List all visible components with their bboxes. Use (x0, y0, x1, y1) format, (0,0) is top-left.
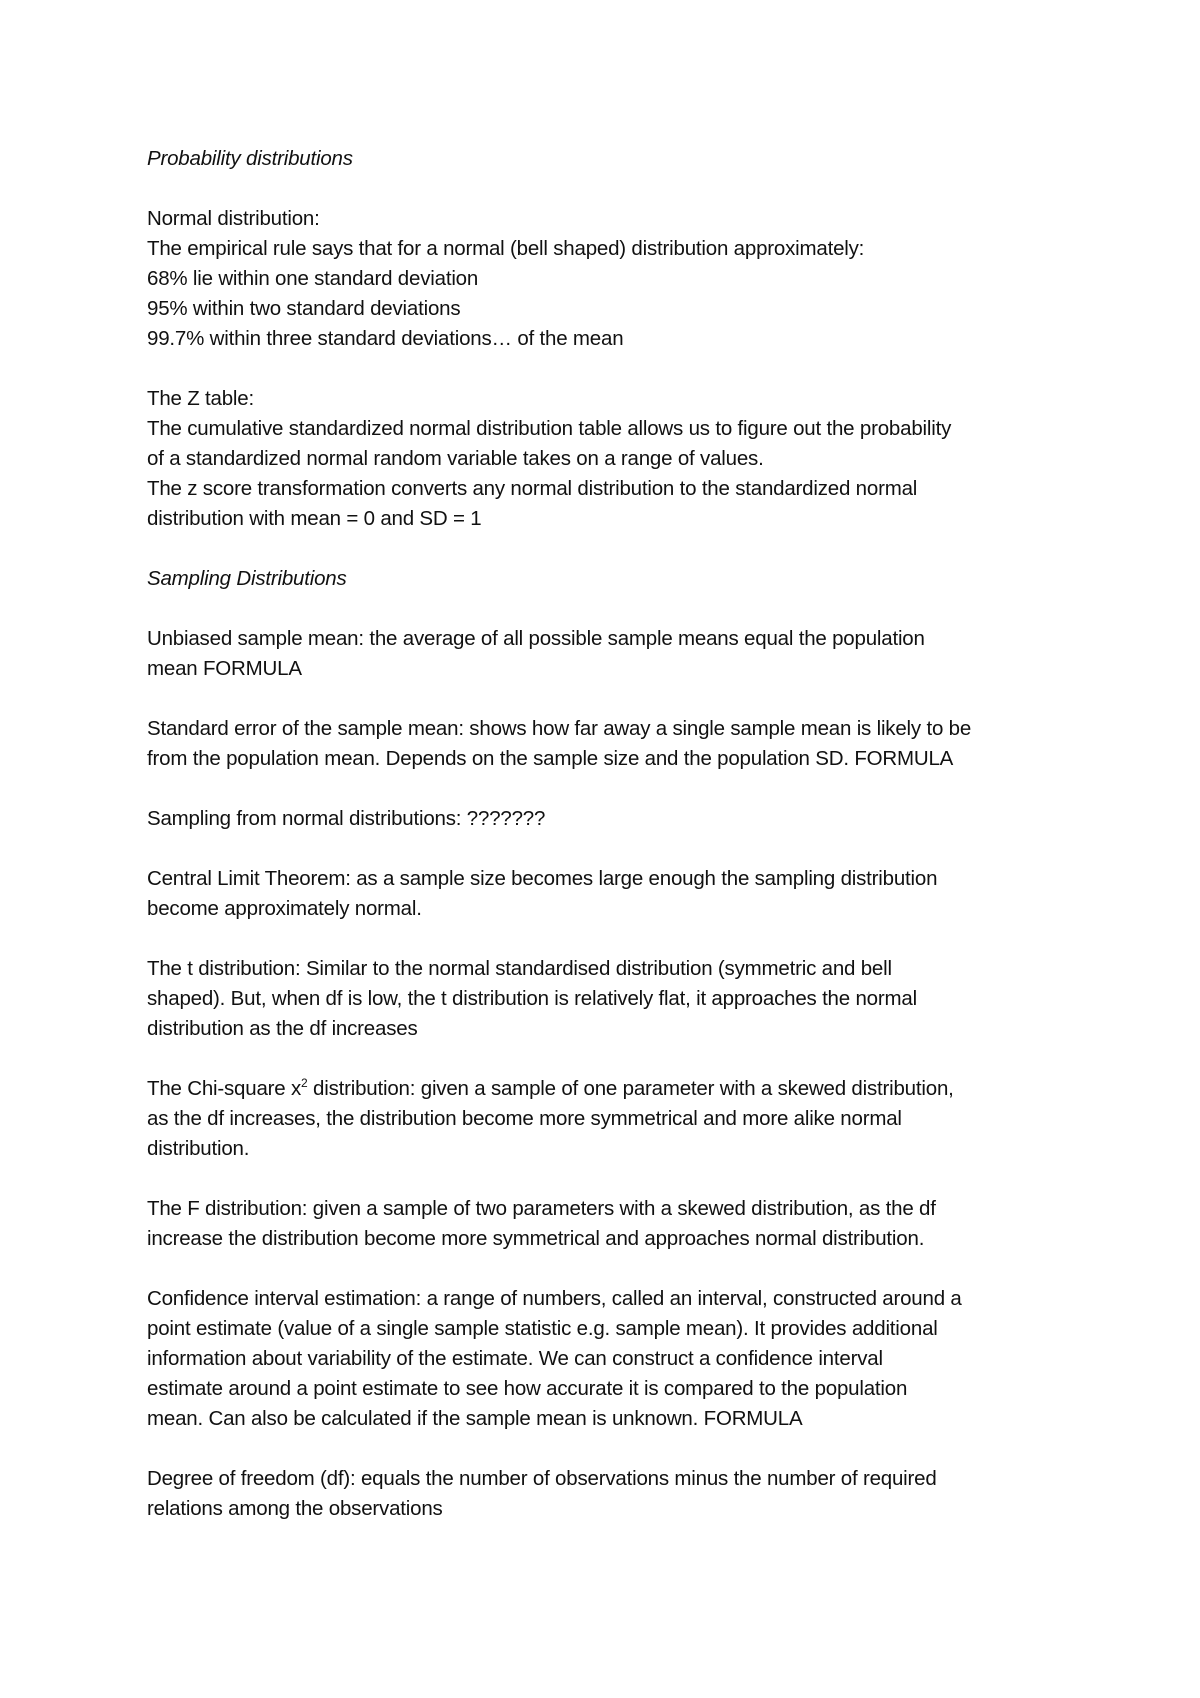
unbiased-line-2: mean FORMULA (147, 657, 302, 680)
section-heading-sampling: Sampling Distributions (147, 567, 347, 590)
chisq-line-3: distribution. (147, 1137, 250, 1160)
spacer (147, 834, 1077, 864)
tdist-line-1: The t distribution: Similar to the normal standardised distribution (symmetric and bell (147, 957, 892, 980)
normal-title: Normal distribution: (147, 207, 320, 230)
document-page (147, 144, 1077, 1524)
spacer (147, 774, 1077, 804)
section-heading-probability: Probability distributions (147, 147, 353, 170)
spacer (147, 1164, 1077, 1194)
df-line-1: Degree of freedom (df): equals the number of observations minus the number of required (147, 1467, 937, 1490)
spacer (147, 1044, 1077, 1074)
ci-line-1: Confidence interval estimation: a range of numbers, called an interval, constructed around a (147, 1287, 962, 1310)
ztable-line-2: of a standardized normal random variable takes on a range of values. (147, 447, 764, 470)
normal-68: 68% lie within one standard deviation (147, 267, 479, 290)
ci-line-4: estimate around a point estimate to see how accurate it is compared to the population (147, 1377, 908, 1400)
chisq-superscript: 2 (301, 1076, 308, 1091)
normal-95: 95% within two standard deviations (147, 297, 461, 320)
spacer (147, 354, 1077, 384)
sampling-normal-line: Sampling from normal distributions: ??????? (147, 807, 546, 830)
ztable-line-4: distribution with mean = 0 and SD = 1 (147, 507, 482, 530)
tdist-line-3: distribution as the df increases (147, 1017, 418, 1040)
spacer (147, 534, 1077, 564)
chisq-line-1-pre: The Chi-square x (147, 1077, 302, 1100)
df-line-2: relations among the observations (147, 1497, 443, 1520)
unbiased-line-1: Unbiased sample mean: the average of all possible sample means equal the population (147, 627, 925, 650)
clt-line-1: Central Limit Theorem: as a sample size becomes large enough the sampling distribution (147, 867, 938, 890)
spacer (147, 1434, 1077, 1464)
stderr-line-2: from the population mean. Depends on the sample size and the population SD. FORMULA (147, 747, 954, 770)
spacer (147, 924, 1077, 954)
ztable-line-1: The cumulative standardized normal distribution table allows us to figure out the probability (147, 417, 952, 440)
fdist-line-2: increase the distribution become more symmetrical and approaches normal distribution. (147, 1227, 925, 1250)
chisq-line-2: as the df increases, the distribution become more symmetrical and more alike normal (147, 1107, 902, 1130)
fdist-line-1: The F distribution: given a sample of two parameters with a skewed distribution, as the df (147, 1197, 936, 1220)
spacer (147, 1254, 1077, 1284)
spacer (147, 684, 1077, 714)
ci-line-5: mean. Can also be calculated if the sample mean is unknown. FORMULA (147, 1407, 803, 1430)
clt-line-2: become approximately normal. (147, 897, 422, 920)
spacer (147, 594, 1077, 624)
chisq-line-1 (147, 1074, 1077, 1104)
ztable-title: The Z table: (147, 387, 254, 410)
chisq-line-1-post: distribution: given a sample of one parameter with a skewed distribution, (307, 1077, 954, 1100)
stderr-line-1: Standard error of the sample mean: shows how far away a single sample mean is likely to be (147, 717, 972, 740)
tdist-line-2: shaped). But, when df is low, the t distribution is relatively flat, it approaches the normal (147, 987, 917, 1010)
normal-rule: The empirical rule says that for a normal (bell shaped) distribution approximately: (147, 237, 865, 260)
ci-line-3: information about variability of the estimate. We can construct a confidence interval (147, 1347, 883, 1370)
spacer (147, 174, 1077, 204)
ztable-line-3: The z score transformation converts any normal distribution to the standardized normal (147, 477, 918, 500)
ci-line-2: point estimate (value of a single sample statistic e.g. sample mean). It provides additional (147, 1317, 938, 1340)
normal-997: 99.7% within three standard deviations… of the mean (147, 327, 624, 350)
